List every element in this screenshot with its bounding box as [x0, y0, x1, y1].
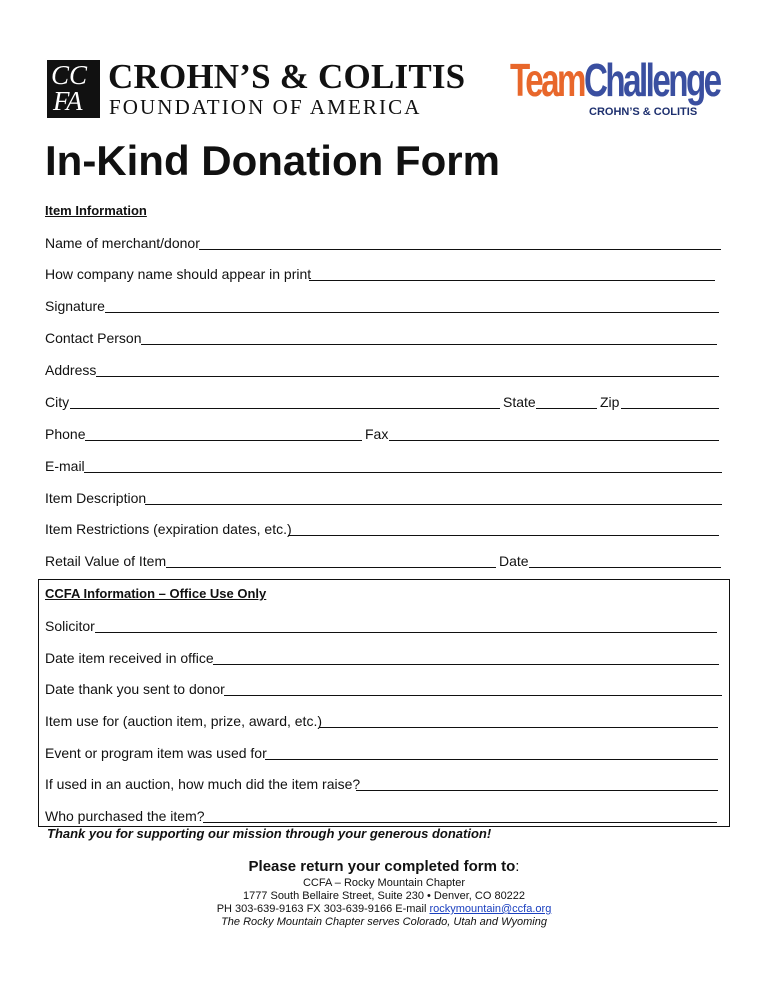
contact-label: Contact Person [45, 330, 142, 346]
auction-raise-field[interactable] [45, 775, 718, 793]
contact-field[interactable] [45, 329, 717, 347]
phone-label: Phone [45, 426, 86, 442]
state-label: State [503, 394, 536, 410]
auction-raise-line[interactable] [356, 790, 718, 791]
thank-you-note: Thank you for supporting our mission through your generous donation! [47, 826, 492, 841]
restrictions-line[interactable] [288, 535, 719, 536]
restrictions-field[interactable] [45, 520, 719, 538]
date-thanked-label: Date thank you sent to donor [45, 681, 225, 697]
date-thanked-field[interactable] [45, 680, 722, 698]
fax-label: Fax [365, 426, 389, 442]
purchaser-field[interactable] [45, 807, 717, 825]
return-heading-text: Please return your completed form to [248, 858, 516, 875]
signature-label: Signature [45, 298, 105, 314]
state-line[interactable] [536, 408, 597, 409]
return-heading [0, 858, 768, 875]
ccfa-mark-line2: FA [53, 86, 83, 116]
print-name-label: How company name should appear in print [45, 266, 312, 282]
return-heading-colon: : [515, 858, 520, 875]
ccfa-logo-subname: FOUNDATION OF AMERICA [109, 95, 422, 119]
team-challenge-logo [510, 54, 720, 106]
retail-value-line[interactable] [166, 567, 496, 568]
ccfa-logo-name: CROHN’S & COLITIS [108, 57, 466, 96]
fax-line[interactable] [389, 440, 719, 441]
merchant-label: Name of merchant/donor [45, 235, 200, 251]
return-region: The Rocky Mountain Chapter serves Colorado, Utah and Wyoming [221, 916, 547, 928]
city-line[interactable] [70, 408, 500, 409]
purchaser-line[interactable] [203, 822, 717, 823]
team-challenge-logo-sub: CROHN’S & COLITIS [589, 106, 698, 118]
solicitor-label: Solicitor [45, 618, 95, 634]
email-field[interactable] [45, 457, 722, 475]
state-field[interactable] [503, 393, 597, 411]
item-use-line[interactable] [319, 727, 718, 728]
city-field[interactable] [45, 393, 500, 411]
address-field[interactable] [45, 361, 719, 379]
description-field[interactable] [45, 489, 722, 507]
date-label: Date [499, 553, 529, 569]
retail-value-field[interactable] [45, 552, 496, 570]
ccfa-mark-line1: CC [51, 60, 88, 90]
date-field[interactable] [499, 552, 721, 570]
address-line[interactable] [96, 376, 719, 377]
phone-field[interactable] [45, 425, 362, 443]
event-field[interactable] [45, 744, 718, 762]
contact-line[interactable] [141, 344, 717, 345]
date-received-line[interactable] [213, 664, 719, 665]
merchant-line[interactable] [199, 249, 721, 250]
phone-line[interactable] [85, 440, 362, 441]
return-chapter: CCFA – Rocky Mountain Chapter [302, 877, 466, 889]
page-title: In-Kind Donation Form [45, 137, 500, 184]
item-use-label: Item use for (auction item, prize, award, etc.) [45, 713, 322, 729]
office-section-heading: CCFA Information – Office Use Only [45, 586, 267, 601]
email-line[interactable] [84, 472, 722, 473]
item-section-heading: Item Information [45, 203, 147, 218]
restrictions-label: Item Restrictions (expiration dates, etc.) [45, 521, 292, 537]
team-challenge-logo-team: Team [510, 54, 584, 106]
return-contact-phones: PH 303-639-9163 FX 303-639-9166 E-mail [216, 903, 430, 915]
return-street: 1777 South Bellaire Street, Suite 230 • Denver, CO 80222 [242, 890, 526, 902]
solicitor-field[interactable] [45, 617, 717, 635]
zip-label: Zip [600, 394, 620, 410]
retail-value-label: Retail Value of Item [45, 553, 167, 569]
purchaser-label: Who purchased the item? [45, 808, 205, 824]
description-label: Item Description [45, 490, 147, 506]
description-line[interactable] [145, 504, 722, 505]
date-thanked-line[interactable] [224, 695, 722, 696]
merchant-field[interactable] [45, 234, 721, 252]
email-label: E-mail [45, 458, 85, 474]
print-name-field[interactable] [45, 265, 715, 283]
item-use-field[interactable] [45, 712, 718, 730]
date-line[interactable] [529, 567, 721, 568]
address-label: Address [45, 362, 97, 378]
city-label: City [45, 394, 70, 410]
solicitor-line[interactable] [95, 632, 717, 633]
ccfa-logo-mark [47, 60, 100, 118]
date-received-field[interactable] [45, 649, 719, 667]
return-contact [0, 902, 768, 916]
return-email-link[interactable]: rockymountain@ccfa.org [429, 903, 552, 915]
zip-field[interactable] [600, 393, 719, 411]
signature-field[interactable] [45, 297, 719, 315]
zip-line[interactable] [621, 408, 719, 409]
print-name-line[interactable] [309, 280, 715, 281]
team-challenge-logo-challenge: Challenge [583, 54, 720, 106]
event-line[interactable] [265, 759, 718, 760]
event-label: Event or program item was used for [45, 745, 267, 761]
auction-raise-label: If used in an auction, how much did the item raise? [45, 776, 361, 792]
signature-line[interactable] [105, 312, 719, 313]
date-received-label: Date item received in office [45, 650, 214, 666]
fax-field[interactable] [365, 425, 719, 443]
